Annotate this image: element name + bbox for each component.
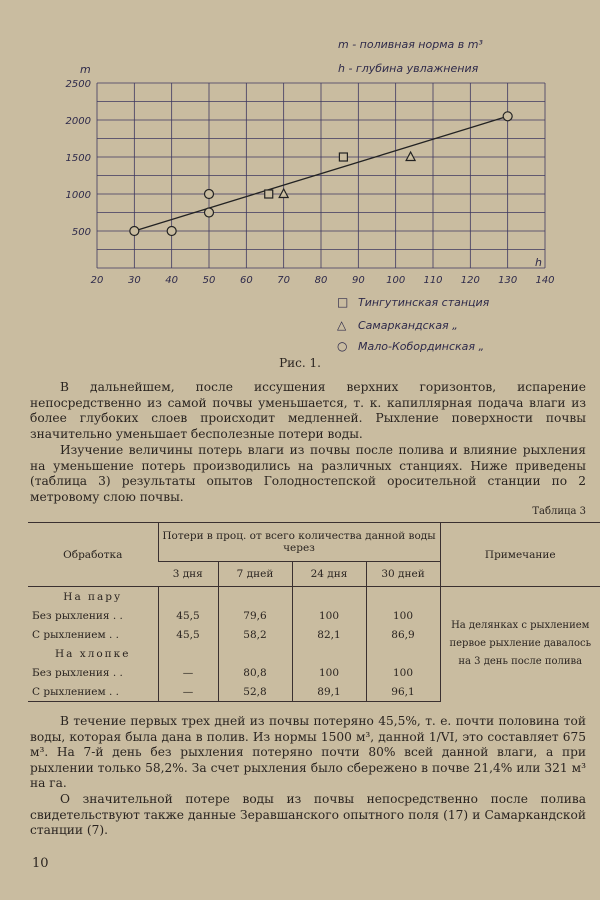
x-tick-label: 70 [277, 275, 291, 286]
figure-chart [0, 0, 600, 380]
cell: 45,5 [158, 625, 218, 644]
table-label: Таблица 3 [532, 506, 586, 517]
paragraph-4: О значительной потере воды из почвы непосредственно после полива свидетельствуют также данные Зеравшанского опытного поля (17) и Самаркандской станции (7). [30, 792, 586, 837]
col-header-losses: Потери в проц. от всего количества данной воды через [158, 523, 440, 562]
legend-label-2: Самаркандская „ [358, 319, 458, 332]
col-header-period: 7 дней [218, 562, 292, 587]
data-point-triangle [406, 152, 415, 161]
x-tick-label: 130 [498, 275, 518, 286]
chart-grid [97, 83, 545, 268]
legend-label-3: Мало-Кобординская „ [358, 340, 485, 353]
cell: 79,6 [218, 606, 292, 625]
cell: 96,1 [366, 682, 440, 702]
annotation-line-1: m - поливная норма в m³ [338, 38, 483, 51]
row-label: Без рыхления . . [32, 609, 123, 622]
table-note-line: На делянках с рыхлением [451, 620, 590, 632]
col-header-period: 24 дня [292, 562, 366, 587]
paragraph-1: В дальнейшем, после иссушения верхних горизонтов, испарение непосредственно из самой почвы уменьшается, т. к. капиллярная подача влаги из более глубоких слоев происходит медленней. Рыхление поверхности почвы значительно уменьшает бесполезные потери воды. [30, 380, 586, 441]
section-title: На хлопке [55, 647, 131, 660]
cell: 82,1 [292, 625, 366, 644]
table-note-line: на 3 день после полива [458, 656, 583, 668]
table-note-cell [440, 587, 600, 702]
cell: 89,1 [292, 682, 366, 702]
cell: 100 [366, 606, 440, 625]
cell: 86,9 [366, 625, 440, 644]
cell: 100 [366, 663, 440, 682]
section-title: На пару [63, 590, 123, 603]
col-header-period: 30 дней [366, 562, 440, 587]
data-point-circle [205, 190, 214, 199]
figure-caption: Рис. 1. [279, 356, 321, 370]
cell: 52,8 [218, 682, 292, 702]
x-tick-label: 40 [165, 275, 179, 286]
cell: 100 [292, 663, 366, 682]
annotation-line-2: h - глубина увлажнения [338, 62, 479, 75]
data-point-square [339, 153, 347, 161]
y-tick-label: 1500 [65, 153, 91, 164]
x-tick-label: 30 [127, 275, 141, 286]
table-section-row [28, 587, 600, 607]
legend-marker-2: △ [337, 318, 347, 332]
paragraph-3: В течение первых трех дней из почвы потеряно 45,5%, т. е. почти половина той воды, которая была дана в полив. Из нормы 1500 м³, данной 1/VI, это составляет 675 м³. На 7-й день без рыхления потеряно почти 80% всей данной влаги, а при рыхлении только 58,2%. За счет рыхления было сбережено в почве 21,4% или 321 м³ на га. [30, 714, 586, 790]
col-header-note: Примечание [440, 523, 600, 587]
results-table [28, 522, 600, 702]
row-label: С рыхлением . . [32, 628, 119, 641]
x-tick-label: 110 [423, 275, 443, 286]
data-point-square [265, 190, 273, 198]
cell: — [158, 663, 218, 682]
page-number: 10 [32, 856, 49, 871]
x-tick-label: 20 [90, 275, 104, 286]
y-tick-label: 2500 [65, 79, 91, 90]
cell: 58,2 [218, 625, 292, 644]
y-axis-label: m [80, 63, 91, 76]
col-header-treatment: Обработка [28, 523, 158, 587]
col-header-period: 3 дня [158, 562, 218, 587]
data-point-triangle [279, 189, 288, 198]
cell: 80,8 [218, 663, 292, 682]
x-tick-label: 90 [351, 275, 365, 286]
row-label: С рыхлением . . [28, 682, 158, 702]
x-tick-label: 60 [239, 275, 253, 286]
x-tick-label: 50 [202, 275, 216, 286]
cell: 45,5 [158, 606, 218, 625]
legend-marker-1: □ [337, 295, 349, 309]
table-note-line: первое рыхление давалось [449, 638, 592, 650]
legend-label-1: Тингутинская станция [358, 296, 490, 309]
data-point-circle [205, 208, 214, 217]
x-tick-label: 140 [535, 275, 555, 286]
cell: 100 [292, 606, 366, 625]
x-tick-label: 120 [460, 275, 480, 286]
data-point-circle [167, 227, 176, 236]
data-point-circle [503, 112, 512, 121]
cell: — [158, 682, 218, 702]
y-tick-label: 2000 [65, 116, 91, 127]
axis-ticks [66, 79, 555, 286]
x-tick-label: 80 [314, 275, 328, 286]
y-tick-label: 500 [71, 227, 91, 238]
y-tick-label: 1000 [65, 190, 91, 201]
x-tick-label: 100 [386, 275, 406, 286]
x-axis-label: h [535, 256, 542, 269]
paragraph-2: Изучение величины потерь влаги из почвы после полива и влияние рыхления на уменьшение потерь производились на различных станциях. Ниже приведены (таблица 3) результаты опытов Голодностепской оросительной станции по 2 метровому слою почвы. [30, 443, 586, 504]
row-label: Без рыхления . . [32, 666, 123, 679]
data-point-circle [130, 227, 139, 236]
legend-marker-3: ○ [337, 339, 348, 353]
